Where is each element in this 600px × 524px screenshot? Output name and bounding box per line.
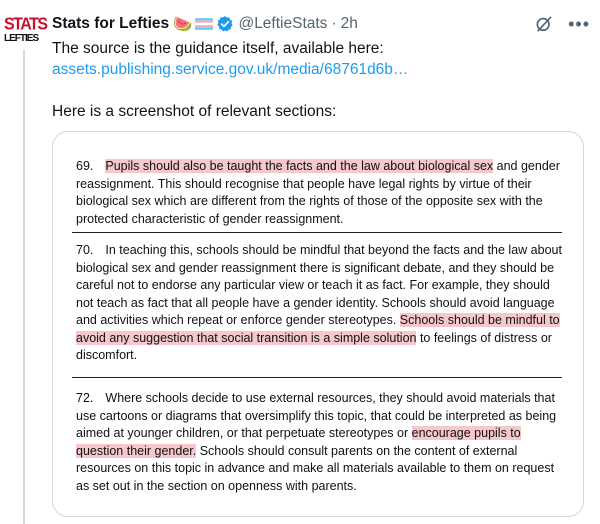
grok-icon[interactable] xyxy=(534,14,554,34)
tweet-text xyxy=(52,38,588,122)
watermelon-icon: 🍉 xyxy=(173,15,193,33)
tweet-header xyxy=(52,13,590,35)
verified-badge-icon xyxy=(216,15,234,33)
highlighted-text: Pupils should also be taught the facts and the law about biological sex xyxy=(105,159,494,173)
author-name[interactable]: Stats for Lefties xyxy=(52,15,170,32)
section-divider xyxy=(72,232,562,233)
thread-line xyxy=(23,50,25,524)
paragraph-72 xyxy=(76,390,566,495)
more-icon[interactable]: ••• xyxy=(568,14,590,34)
author-emoji xyxy=(173,15,213,34)
highlighted-text: Schools should be mindful to avoid any suggestion that social transition is a simple solution xyxy=(76,313,560,345)
guidance-document xyxy=(53,132,583,516)
paragraph-text: and gender reassignment. This should recognise that people have legal rights by virtue of their biological sex which are different from the rights of those of the opposite sex with the protected characteristic of gender reassignment. xyxy=(76,159,560,226)
section-divider xyxy=(72,377,562,378)
tweet-time[interactable]: 2h xyxy=(340,15,358,32)
paragraph-69 xyxy=(76,158,566,228)
avatar-text-stats: STATS xyxy=(4,14,47,34)
avatar[interactable] xyxy=(4,10,47,50)
source-link[interactable]: assets.publishing.service.gov.uk/media/68761d6b… xyxy=(52,61,409,78)
paragraph-text: Where schools decide to use external resources, they should avoid materials that use cartoons or diagrams that oversimplify this topic, that could be interpreted as being aimed at younger children, or that perpetuate stereotypes or xyxy=(76,391,557,440)
paragraph-70 xyxy=(76,242,566,365)
separator-dot: · xyxy=(331,15,337,32)
paragraph-text: Schools should consult parents on the content of external resources on this topic in advance and make all materials available to them on request as set out in the section on openness with parents. xyxy=(76,443,555,493)
author-handle[interactable]: @LeftieStats xyxy=(238,15,328,32)
highlighted-text: encourage pupils to question their gender. xyxy=(76,426,521,458)
screenshot-image[interactable] xyxy=(52,131,584,517)
tweet-text-line-2: Here is a screenshot of relevant sections: xyxy=(52,103,337,120)
paragraph-number: 70. xyxy=(76,243,94,257)
paragraph-number: 72. xyxy=(76,391,94,405)
tweet-text-line-1: The source is the guidance itself, available here: xyxy=(52,40,384,57)
paragraph-text: to feelings of distress or discomfort. xyxy=(76,330,552,362)
avatar-text-lefties: LEFTIES xyxy=(4,32,39,44)
paragraph-text: In teaching this, schools should be mindful that beyond the facts and the law about biological sex and gender reassignment there is significant debate, and they should be careful not to endorse any particular view or teach it as fact. For example, they should not teach as fact that all people have a gender identity. Schools should avoid language and activities which repeat or enforce gender stereotypes. xyxy=(76,243,562,327)
paragraph-number: 69. xyxy=(76,159,94,173)
trans-flag-icon xyxy=(195,18,213,30)
